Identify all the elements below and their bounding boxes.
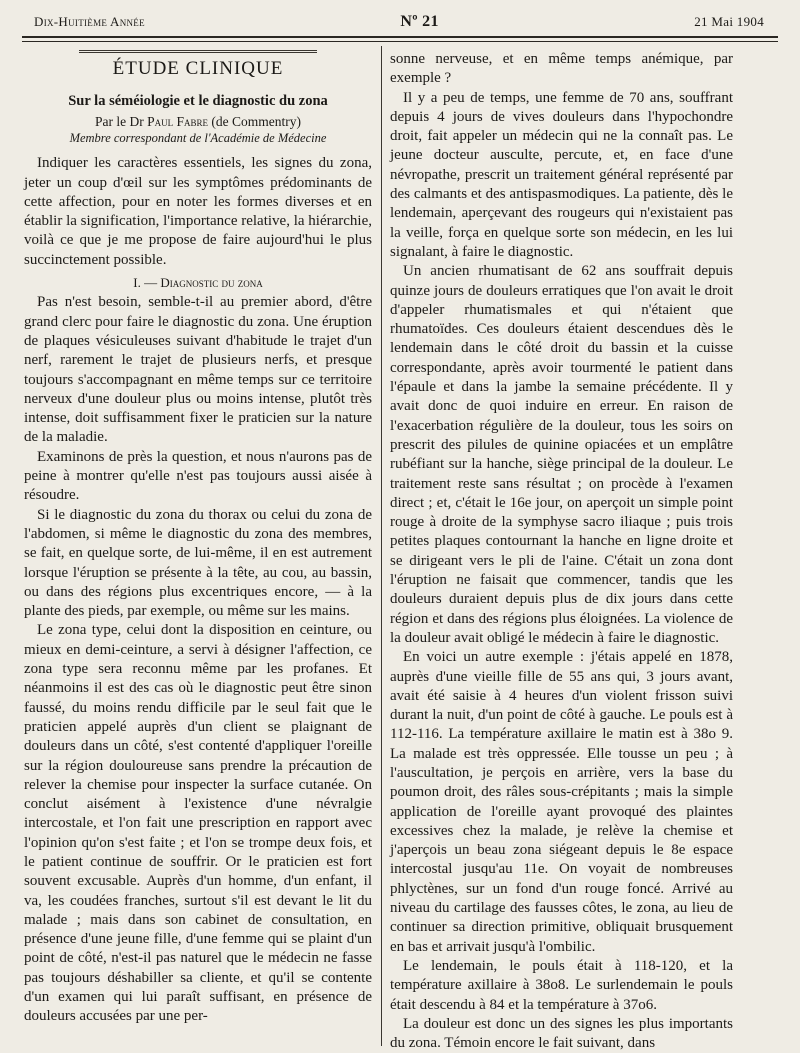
left-column xyxy=(24,46,372,1027)
byline-suffix: (de Commentry) xyxy=(211,114,301,130)
issue-number: Nº 21 xyxy=(400,13,439,30)
header-rule-thin xyxy=(22,41,778,42)
paragraph: Le lendemain, le pouls était à 118-120, et la température axillaire à 38o8. Le surlendemain le pouls était descendu à 84 et la température à 37o6. xyxy=(390,957,733,1013)
section-title: Diagnostic du zona xyxy=(160,275,263,291)
journal-year: Dix-Huitième Année xyxy=(34,14,145,29)
right-column xyxy=(390,50,733,1053)
page-header xyxy=(34,10,764,34)
rubric-title: ÉTUDE CLINIQUE xyxy=(79,50,317,82)
paragraph: Examinons de près la question, et nous n'aurons pas de peine à montrer qu'elle n'est pas toujours aussi aisée à résoudre. xyxy=(24,448,372,504)
author-name: Paul Fabre xyxy=(147,114,208,130)
paragraph: Si le diagnostic du zona du thorax ou celui du zona de l'abdomen, si même le diagnostic du zona des membres, se fait, en quelque sorte, de lui-même, il en est autrement lorsque l'éruption se présente à la tête, au cou, au bassin, ou dans des régions plus excentriques encore, — à la plante des pieds, par exemple, ou même sur les mains. xyxy=(24,506,372,620)
paragraph: En voici un autre exemple : j'étais appelé en 1878, auprès d'une vieille fille de 55 ans qui, 3 jours avant, avait été saisie à 4 heures d'un violent frisson suivi durant la nuit, d'un point de côté à gauche. Le pouls est à 112-116. La température axillaire le matin est à 38o 9. La malade est très oppressée. Elle tousse un peu ; à l'auscultation, je perçois en arrière, vers la base du poumon droit, des râles sous-crépitants ; mais la simple application de l'oreille ayant provoqué des plaintes excessives chez la malade, je relève la chemise et j'aperçois un beau zona siégeant depuis le 8e espace intercostal jusqu'au 11e. On voyait de nombreuses phlyctènes, sur un fond d'un rouge foncé. Arrivé au niveau du cartilage des fausses côtes, le zona, au lieu de continuer sa direction primitive, obliquait brusquement en bas et arrivait jusqu'à l'ombilic. xyxy=(390,649,733,955)
byline-prefix: Par le Dr xyxy=(95,114,144,130)
paragraph-continued: sonne nerveuse, et en même temps anémique, par exemple ? xyxy=(390,51,733,87)
issue-date: 21 Mai 1904 xyxy=(694,14,764,29)
paragraph: Il y a peu de temps, une femme de 70 ans, souffrant depuis 4 jours de vives douleurs dans l'hypochondre droit, fait appeler un médecin qui ne la connaît pas. Le jeune docteur ausculte, percute, et, en face d'une névropathe, prescrit un traitement général représenté par des calmants et des antispasmodiques. La patiente, dès le lendemain, aperçevant des rougeurs qui n'existaient pas la veille, força en quelque sorte son médecin, en les lui signalant, à faire le diagnostic. xyxy=(390,89,733,260)
intro-paragraph: Indiquer les caractères essentiels, les signes du zona, jeter un coup d'œil sur les symptômes prédominants de cette affection, pour en noter les formes diverses et en établir la signification, l'importance relative, la hiérarchie, voilà ce que je me propose de faire aujourd'hui le plus succinctement possible. xyxy=(24,155,372,268)
article-title: Sur la séméiologie et le diagnostic du zona xyxy=(68,93,328,110)
paragraph: Un ancien rhumatisant de 62 ans souffrait depuis quinze jours de douleurs erratiques que l'on avait le droit d'appeler rhumatismales et qui n'étaient que rhumatoïdes. Ces douleurs étaient descendues dès le lendemain dans le côté droit du bassin et la cuisse correspondante, après avoir tourmenté le patient dans l'épaule et dans la jambe la semaine précédente. Il y avait donc de quoi induire en erreur. En raison de l'exacerbation régulière de la douleur, tous les soirs on prescrit des pilules de quinine opiacées et un emplâtre rubéfiant sur la hanche, siège principal de la douleur. Le traitement reste sans résultat ; on procède à l'examen direct ; et, c'était le 16e jour, on aperçoit un simple point rouge à droite de la symphyse sacro iliaque ; puis trois petites plaques contournant la hanche en ligne droite et se dirigeant vers le pli de l'aine. C'était un zona dont l'éruption ne faisait que commencer, tandis que les douleurs duraient depuis plus de dix jours dans cette région et dans des régions plus éloignées. La violence de la douleur avait obligé le médecin à faire le diagnostic. xyxy=(390,263,733,646)
header-rule xyxy=(22,36,778,38)
byline xyxy=(24,114,372,130)
section-heading xyxy=(24,273,372,292)
paragraph: Le zona type, celui dont la disposition en ceinture, ou mieux en demi-ceinture, a servi à désigner l'affection, ce zona type sera reconnu même par les profanes. Et néanmoins il est des cas où le diagnostic peut être sinon faussé, du moins rendu difficile par le seul fait que le praticien appelé auprès d'un client se plaignant de douleurs dans un côté, s'est contenté d'appliquer l'oreille sur la région douloureuse sans prendre la précaution de relever la chemise pour inspecter la surface cutanée. On conclut aisément à l'existence d'une névralgie intercostale, et l'on fait une prescription en rapport avec l'opinion qu'on s'est faite ; et l'on se trompe deux fois, et le patient continue de souffrir. Or le praticien est fort souvent excusable. Auprès d'un homme, d'un enfant, il va, les coudées franches, surtout s'il est devant le lit du malade ; mais dans son cabinet de consultation, en présence d'une jeune fille, d'une femme qui se plaint d'un point de côté, n'est-il pas naturel que le médecin ne fasse pas toujours déshabiller sa cliente, et qu'il se contente d'un examen qui lui paraît suffisant, en présence de douleurs accusées par une per- xyxy=(24,622,372,1025)
paragraph: La douleur est donc un des signes les plus importants du zona. Témoin encore le fait suivant, dans xyxy=(390,1015,733,1052)
section-number: I. — xyxy=(133,275,158,291)
author-affiliation: Membre correspondant de l'Académie de Médecine xyxy=(69,131,327,146)
column-separator xyxy=(381,46,382,1046)
paragraph: Pas n'est besoin, semble-t-il au premier abord, d'être grand clerc pour faire le diagnostic du zona. Une éruption de plaques vésiculeuses suivant d'habitude le trajet d'un nerf, rarement le trajet de plusieurs nerfs, et presque toujours s'accompagnant en même temps sur ce territoire nerveux d'une douleur plus ou moins intense, plutôt très intense, doit suffisamment fixer le praticien sur la nature de la maladie. xyxy=(24,294,372,446)
